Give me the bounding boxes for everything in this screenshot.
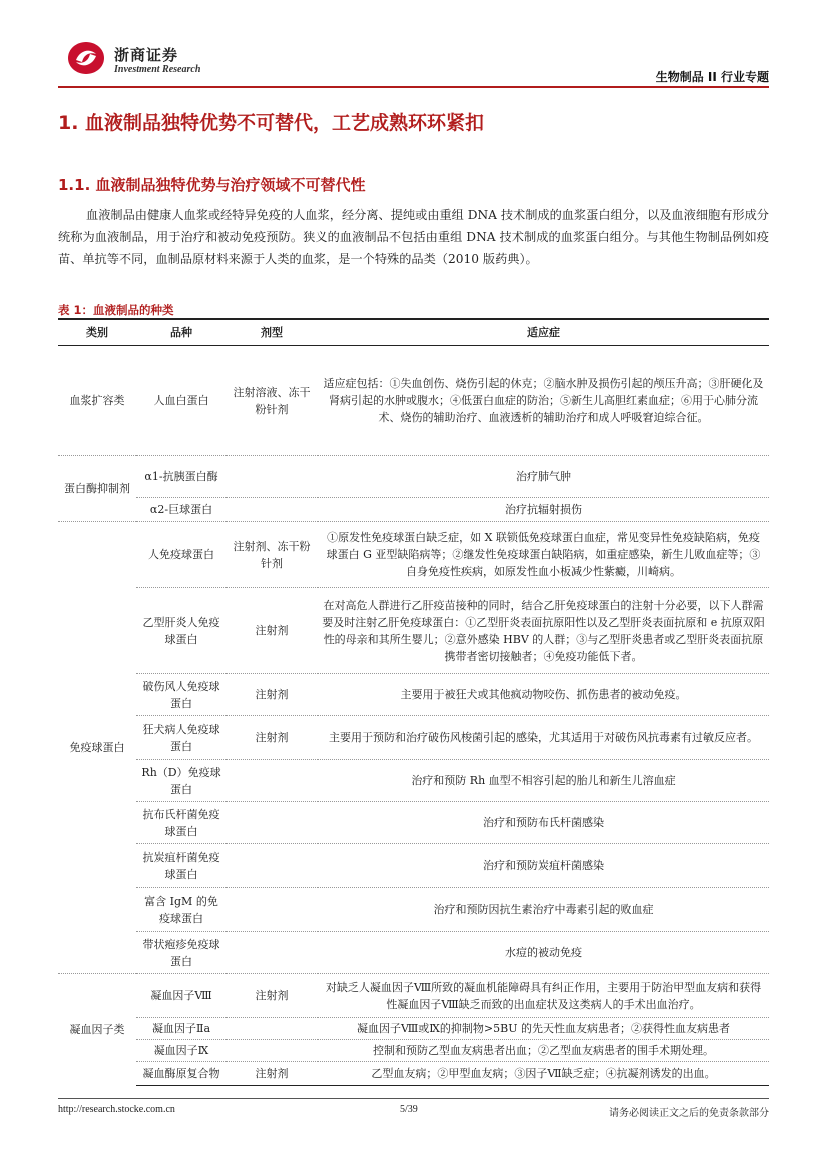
- variety-cell: 带状疱疹免疫球蛋白: [136, 932, 226, 974]
- table-row: [58, 844, 769, 888]
- table-row: [58, 716, 769, 760]
- form-cell: 注射剂: [226, 716, 318, 760]
- report-category: 生物制品 II 行业专题: [655, 70, 769, 84]
- form-cell: [226, 498, 318, 522]
- form-cell: 注射剂、冻干粉针剂: [226, 522, 318, 588]
- footer-divider: [58, 1098, 769, 1099]
- variety-cell: 凝血因子Ⅷ: [136, 974, 226, 1018]
- indication-cell: 治疗肺气肿: [318, 456, 769, 498]
- variety-cell: 人血白蛋白: [136, 346, 226, 456]
- variety-cell: α2-巨球蛋白: [136, 498, 226, 522]
- variety-cell: Rh（D）免疫球蛋白: [136, 760, 226, 802]
- table-row: [58, 456, 769, 498]
- category-cell: 血浆扩容类: [58, 346, 136, 456]
- table-row: [58, 932, 769, 974]
- indication-cell: 凝血因子Ⅷ或Ⅸ的抑制物>5BU 的先天性血友病患者；②获得性血友病患者: [318, 1018, 769, 1040]
- header-form: 剂型: [226, 319, 318, 346]
- form-cell: [226, 932, 318, 974]
- variety-cell: α1-抗胰蛋白酶: [136, 456, 226, 498]
- indication-cell: 主要用于预防和治疗破伤风梭菌引起的感染，尤其适用于对破伤风抗毒素有过敏反应者。: [318, 716, 769, 760]
- indication-cell: ①原发性免疫球蛋白缺乏症，如 X 联锁低免疫球蛋白血症，常见变异性免疫缺陷病，免疫球蛋白 G 亚型缺陷病等；②继发性免疫球蛋白缺陷病，如重症感染，新生儿败血症等；③自身免疫性疾病，如原发性血小板减少性紫癜，川崎病。: [318, 522, 769, 588]
- form-cell: [226, 844, 318, 888]
- indication-cell: 控制和预防乙型血友病患者出血；②乙型血友病患者的围手术期处理。: [318, 1040, 769, 1062]
- header-category: 类别: [58, 319, 136, 346]
- form-cell: [226, 1040, 318, 1062]
- category-cell: 免疫球蛋白: [58, 522, 136, 974]
- form-cell: 注射剂: [226, 588, 318, 674]
- table-row: [58, 1062, 769, 1086]
- variety-cell: 凝血酶原复合物: [136, 1062, 226, 1086]
- table-row: [58, 1018, 769, 1040]
- variety-cell: 破伤风人免疫球蛋白: [136, 674, 226, 716]
- indication-cell: 治疗和预防因抗生素治疗中毒素引起的败血症: [318, 888, 769, 932]
- variety-cell: 凝血因子Ⅱa: [136, 1018, 226, 1040]
- variety-cell: 乙型肝炎人免疫球蛋白: [136, 588, 226, 674]
- variety-cell: 抗布氏杆菌免疫球蛋白: [136, 802, 226, 844]
- section-heading: 1. 血液制品独特优势不可替代，工艺成熟环环紧扣: [58, 112, 485, 134]
- indication-cell: 乙型血友病；②甲型血友病；③因子Ⅶ缺乏症；④抗凝剂诱发的出血。: [318, 1062, 769, 1086]
- table-row: [58, 802, 769, 844]
- table-row: [58, 888, 769, 932]
- page-header: [0, 0, 827, 92]
- header-variety: 品种: [136, 319, 226, 346]
- form-cell: [226, 456, 318, 498]
- subsection-heading: 1.1. 血液制品独特优势与治疗领域不可替代性: [58, 176, 366, 194]
- indication-cell: 水痘的被动免疫: [318, 932, 769, 974]
- table-row: [58, 346, 769, 456]
- footer-url-link[interactable]: http://research.stocke.com.cn: [58, 1104, 175, 1115]
- header-divider: [58, 86, 769, 88]
- header-indication: 适应症: [318, 319, 769, 346]
- zheshang-logo-icon: [66, 40, 106, 76]
- variety-cell: 凝血因子Ⅸ: [136, 1040, 226, 1062]
- brand-name: 浙商证券: [114, 46, 179, 64]
- variety-cell: 抗炭疽杆菌免疫球蛋白: [136, 844, 226, 888]
- indication-cell: 对缺乏人凝血因子Ⅷ所致的凝血机能障碍具有纠正作用，主要用于防治甲型血友病和获得性凝血因子Ⅷ缺乏而致的出血症状及这类病人的手术出血治疗。: [318, 974, 769, 1018]
- variety-cell: 富含 IgM 的免疫球蛋白: [136, 888, 226, 932]
- indication-cell: 治疗和预防 Rh 血型不相容引起的胎儿和新生儿溶血症: [318, 760, 769, 802]
- table-row: [58, 974, 769, 1018]
- category-cell: 蛋白酶抑制剂: [58, 456, 136, 522]
- form-cell: 注射剂: [226, 974, 318, 1018]
- form-cell: [226, 760, 318, 802]
- table-caption: 表 1：血液制品的种类: [58, 303, 174, 317]
- indication-cell: 适应症包括：①失血创伤、烧伤引起的休克；②脑水肿及损伤引起的颅压升高；③肝硬化及肾病引起的水肿或腹水；④低蛋白血症的防治；⑤新生儿高胆红素血症；⑥用于心肺分流术、烧伤的辅助治疗、血液透析的辅助治疗和成人呼吸窘迫综合征。: [318, 346, 769, 456]
- form-cell: [226, 888, 318, 932]
- body-paragraph: 血液制品由健康人血浆或经特异免疫的人血浆，经分离、提纯或由重组 DNA 技术制成的血浆蛋白组分，以及血液细胞有形成分统称为血液制品，用于治疗和被动免疫预防。狭义的血液制品不包括由重组 DNA 技术制成的血浆蛋白组分。与其他生物制品例如疫苗、单抗等不同，血制品原材料来源于人类的血浆，是一个特殊的品类（2010 版药典）。: [58, 208, 769, 266]
- table-row: [58, 760, 769, 802]
- variety-cell: 狂犬病人免疫球蛋白: [136, 716, 226, 760]
- table-row: [58, 498, 769, 522]
- indication-cell: 治疗抗辐射损伤: [318, 498, 769, 522]
- form-cell: [226, 1018, 318, 1040]
- variety-cell: 人免疫球蛋白: [136, 522, 226, 588]
- form-cell: [226, 802, 318, 844]
- form-cell: 注射剂: [226, 1062, 318, 1086]
- table-row: [58, 674, 769, 716]
- brand-english: Investment Research: [114, 64, 201, 75]
- indication-cell: 治疗和预防炭疽杆菌感染: [318, 844, 769, 888]
- table-row: [58, 522, 769, 588]
- form-cell: 注射剂: [226, 674, 318, 716]
- indication-cell: 治疗和预防布氏杆菌感染: [318, 802, 769, 844]
- form-cell: 注射溶液、冻干粉针剂: [226, 346, 318, 456]
- footer-disclaimer: 请务必阅读正文之后的免责条款部分: [609, 1108, 769, 1119]
- indication-cell: 主要用于被狂犬或其他疯动物咬伤、抓伤患者的被动免疫。: [318, 674, 769, 716]
- table-row: [58, 588, 769, 674]
- category-cell: 凝血因子类: [58, 974, 136, 1086]
- indication-cell: 在对高危人群进行乙肝疫苗接种的同时，结合乙肝免疫球蛋白的注射十分必要，以下人群需要及时注射乙肝免疫球蛋白：①乙型肝炎表面抗原阳性以及乙型肝炎表面抗原和 e 抗原双阳性的母亲和其所生婴儿；②意外感染 HBV 的人群；③与乙型肝炎患者或乙型肝炎表面抗原携带者密切接触者；④免疫功能低下者。: [318, 588, 769, 674]
- table-row: [58, 1040, 769, 1062]
- table-header-row: [58, 319, 769, 346]
- page-number: 5/39: [400, 1104, 418, 1115]
- blood-products-table: [58, 318, 769, 1086]
